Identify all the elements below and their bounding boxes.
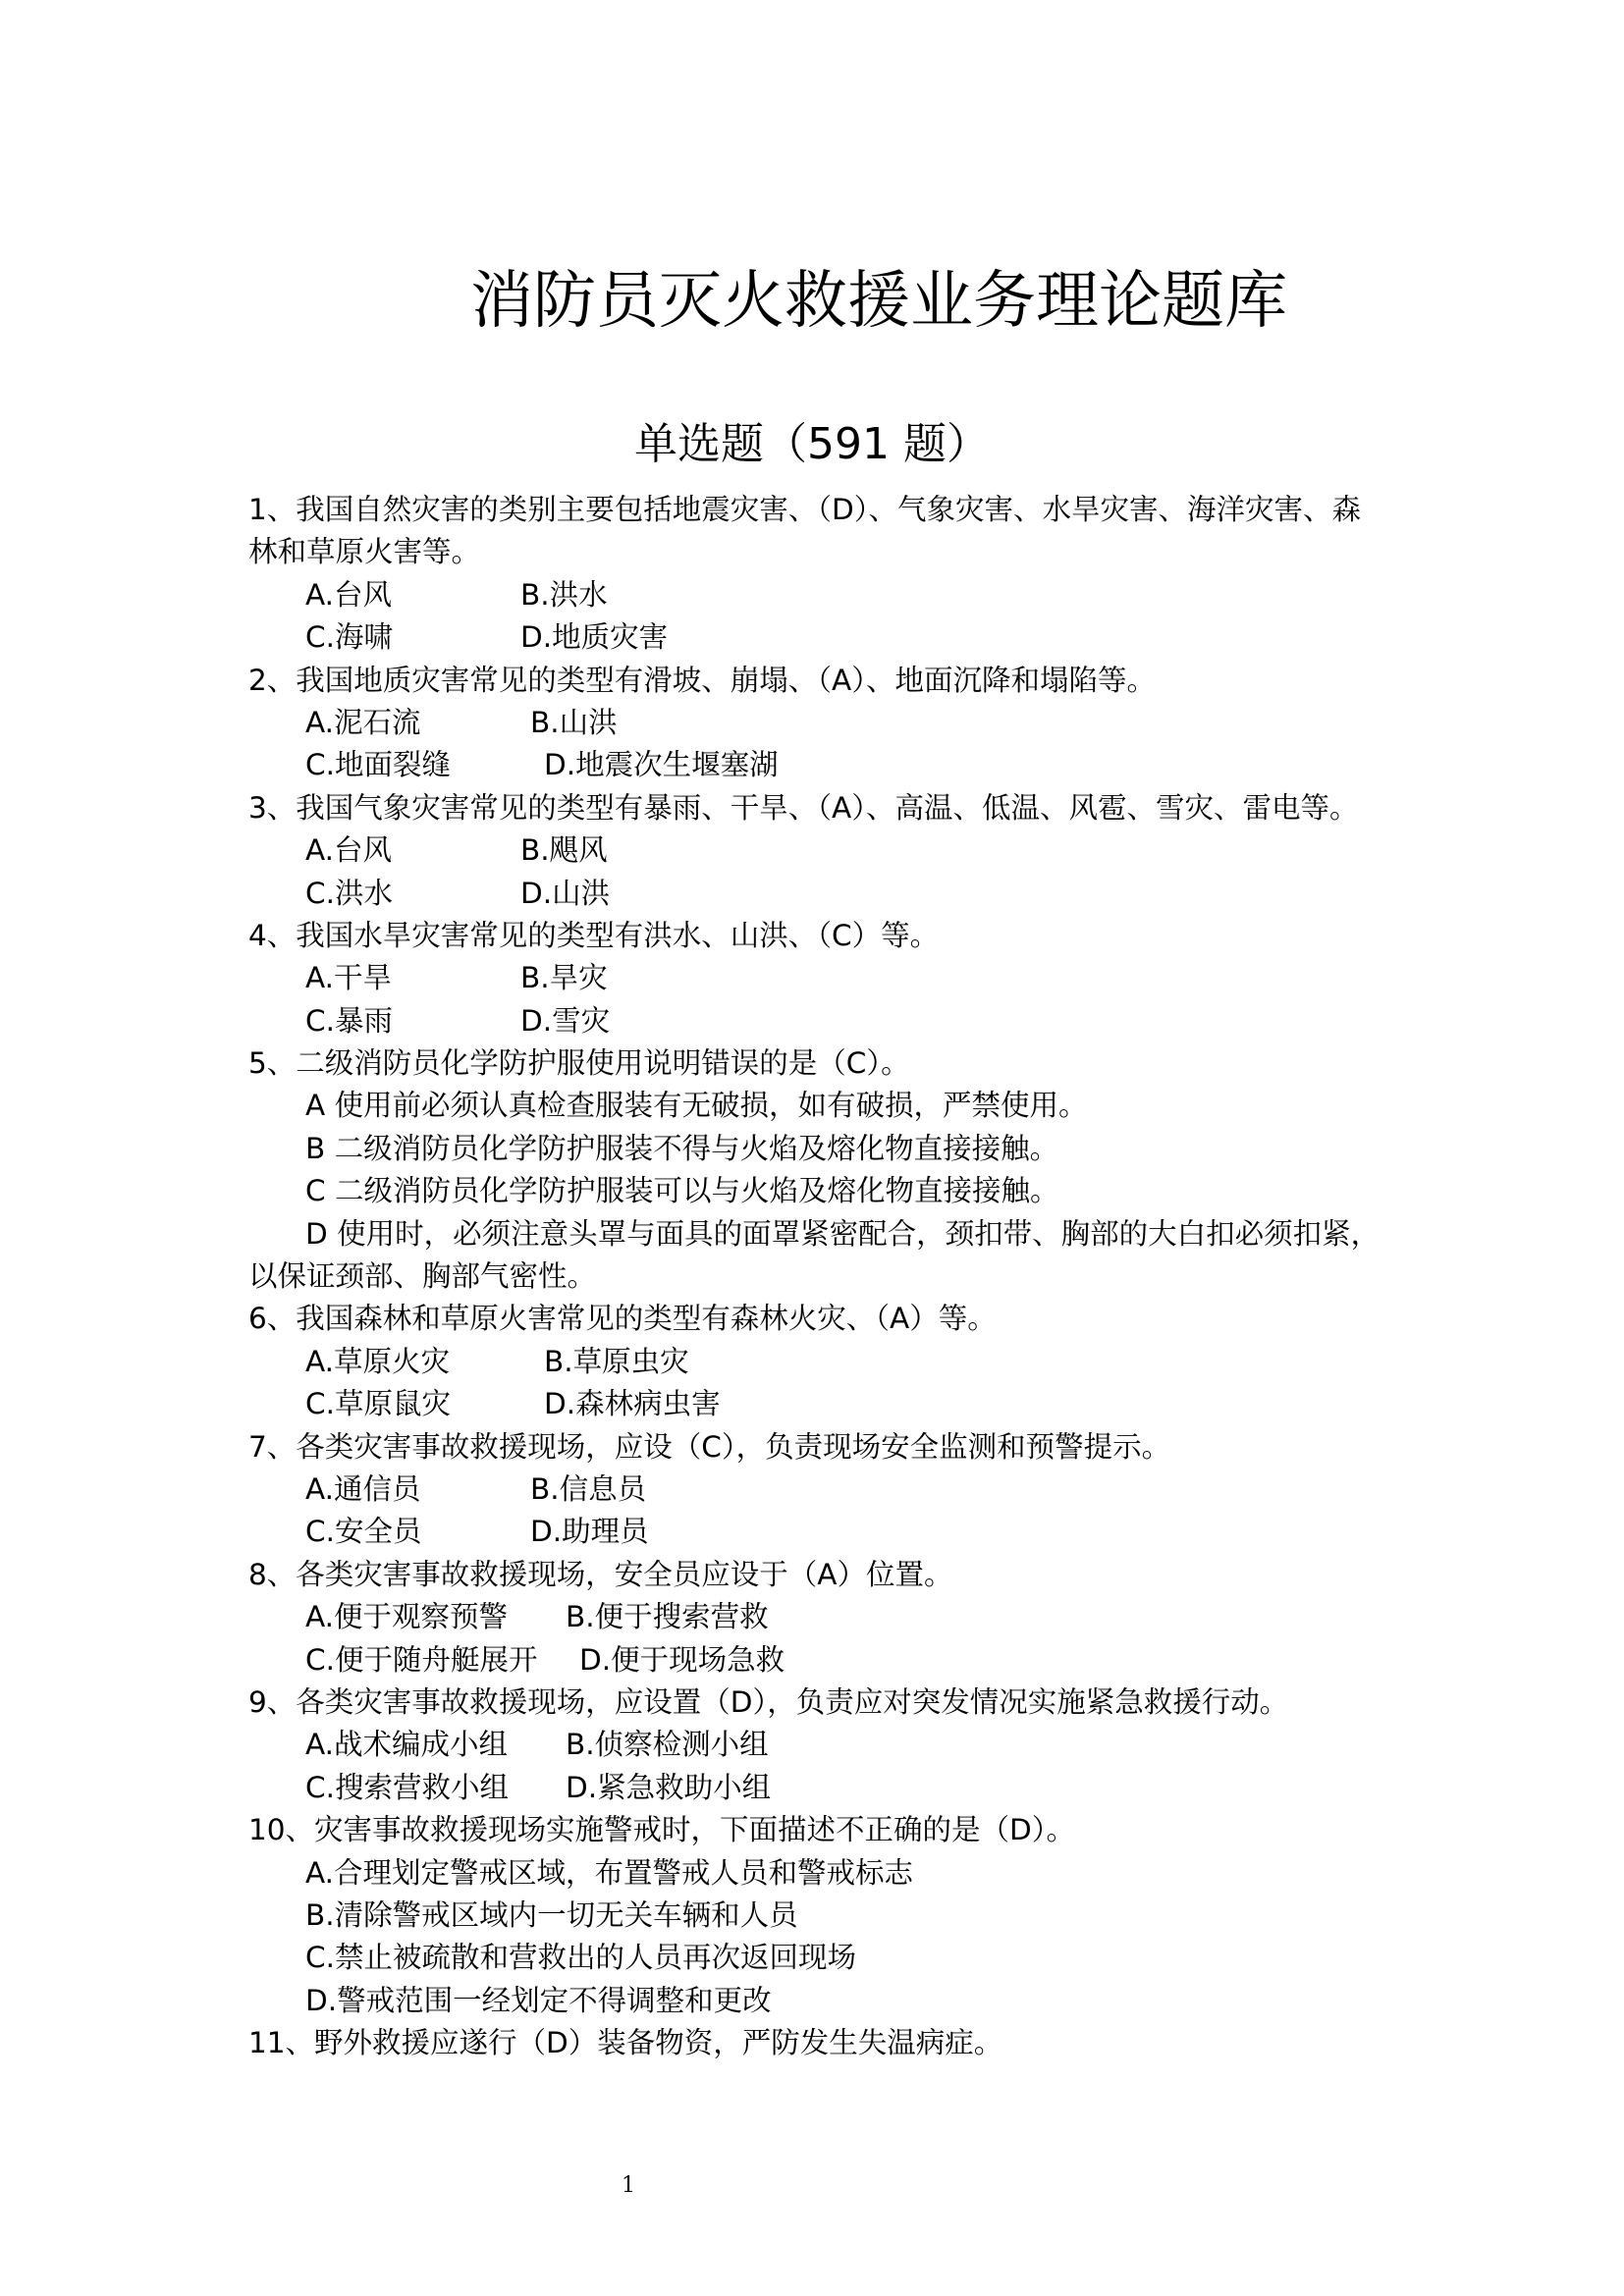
question-6-options-row1 — [248, 1341, 1397, 1383]
section-title: 单选题（591 题） — [634, 419, 990, 469]
option: C.便于随舟艇展开 — [305, 1642, 538, 1677]
question-4-options-row1 — [248, 957, 1397, 999]
option: C.洪水 — [305, 876, 393, 910]
option: C.海啸 — [305, 620, 393, 655]
option: A.通信员 — [305, 1471, 421, 1506]
option: D.紧急救助小组 — [566, 1770, 772, 1804]
question-10-option-d: D.警戒范围一经划定不得调整和更改 — [305, 1983, 772, 2017]
question-6-options-row2 — [248, 1383, 1397, 1425]
question-7-options-row2 — [248, 1511, 1397, 1553]
option: D.地质灾害 — [520, 620, 669, 655]
question-1-options-row1 — [248, 574, 1397, 616]
question-10-option-b: B.清除警戒区域内一切无关车辆和人员 — [305, 1897, 798, 1932]
question-5-option-b: B 二级消防员化学防护服装不得与火焰及熔化物直接接触。 — [305, 1131, 1059, 1165]
option: C.地面裂缝 — [305, 748, 451, 782]
question-2-options-row2 — [248, 744, 1397, 786]
question-7-options-row1 — [248, 1468, 1397, 1511]
question-10-option-a: A.合理划定警戒区域，布置警戒人员和警戒标志 — [305, 1855, 914, 1890]
question-4-options-row2 — [248, 1000, 1397, 1042]
question-5-option-d: D 使用时，必须注意头罩与面具的面罩紧密配合，颈扣带、胸部的大白扣必须扣紧， — [305, 1216, 1380, 1251]
option: B.旱灾 — [520, 961, 608, 995]
question-2-stem: 2、我国地质灾害常见的类型有滑坡、崩塌、（A）、地面沉降和塌陷等。 — [248, 663, 1156, 697]
question-1-stem-cont: 林和草原火害等。 — [248, 535, 481, 569]
question-11-stem: 11、野外救援应遂行（D）装备物资，严防发生失温病症。 — [248, 2026, 1003, 2060]
option: C.草原鼠灾 — [305, 1387, 451, 1421]
question-5-stem: 5、二级消防员化学防护服使用说明错误的是（C）。 — [248, 1046, 910, 1081]
option: D.雪灾 — [520, 1003, 611, 1038]
option: A.干旱 — [305, 961, 393, 995]
page-number: 1 — [622, 2173, 635, 2198]
option: D.山洪 — [520, 876, 611, 910]
option: B.草原虫灾 — [544, 1344, 689, 1378]
question-6-stem: 6、我国森林和草原火害常见的类型有森林火灾、（A）等。 — [248, 1302, 997, 1336]
option: D.地震次生堰塞湖 — [544, 748, 779, 782]
question-5-option-c: C 二级消防员化学防护服装可以与火焰及熔化物直接接触。 — [305, 1174, 1059, 1208]
question-4-stem: 4、我国水旱灾害常见的类型有洪水、山洪、（C）等。 — [248, 918, 940, 952]
question-5-option-d-cont: 以保证颈部、胸部气密性。 — [248, 1259, 597, 1294]
option: A.草原火灾 — [305, 1344, 451, 1378]
question-9-stem: 9、各类灾害事故救援现场，应设置（D），负责应对突发情况实施紧急救援行动。 — [248, 1684, 1289, 1719]
question-8-options-row1 — [248, 1596, 1397, 1638]
question-8-options-row2 — [248, 1639, 1397, 1682]
option: A.泥石流 — [305, 705, 421, 739]
question-3-options-row2 — [248, 873, 1397, 915]
option: C.安全员 — [305, 1515, 422, 1549]
option: B.便于搜索营救 — [566, 1600, 769, 1634]
option: D.森林病虫害 — [544, 1387, 721, 1421]
option: B.山洪 — [530, 705, 618, 739]
option: C.暴雨 — [305, 1003, 393, 1038]
question-7-stem: 7、各类灾害事故救援现场，应设（C），负责现场安全监测和预警提示。 — [248, 1429, 1171, 1464]
question-3-options-row1 — [248, 829, 1397, 872]
question-10-stem: 10、灾害事故救援现场实施警戒时，下面描述不正确的是（D）。 — [248, 1813, 1076, 1847]
option: B.洪水 — [520, 577, 608, 612]
option: A.台风 — [305, 833, 393, 868]
question-list — [248, 489, 1397, 2064]
option: D.助理员 — [530, 1515, 649, 1549]
option: B.信息员 — [530, 1471, 647, 1506]
document-title: 消防员灭火救援业务理论题库 — [470, 265, 1287, 338]
option: A.战术编成小组 — [305, 1728, 509, 1762]
option: A.便于观察预警 — [305, 1600, 509, 1634]
question-5-option-a: A 使用前必须认真检查服装有无破损，如有破损，严禁使用。 — [305, 1089, 1088, 1123]
question-10-option-c: C.禁止被疏散和营救出的人员再次返回现场 — [305, 1941, 856, 1975]
option: B.飓风 — [520, 833, 608, 868]
option: D.便于现场急救 — [579, 1642, 785, 1677]
question-3-stem: 3、我国气象灾害常见的类型有暴雨、干旱、（A）、高温、低温、风雹、雪灾、雷电等。 — [248, 790, 1359, 825]
option: A.台风 — [305, 577, 393, 612]
option: C.搜索营救小组 — [305, 1770, 509, 1804]
question-1-options-row2 — [248, 616, 1397, 659]
question-9-options-row1 — [248, 1724, 1397, 1766]
question-9-options-row2 — [248, 1767, 1397, 1809]
question-8-stem: 8、各类灾害事故救援现场，安全员应设于（A）位置。 — [248, 1557, 953, 1591]
question-2-options-row1 — [248, 702, 1397, 744]
question-1-stem: 1、我国自然灾害的类别主要包括地震灾害、（D）、气象灾害、水旱灾害、海洋灾害、森 — [248, 493, 1361, 526]
option: B.侦察检测小组 — [566, 1728, 769, 1762]
